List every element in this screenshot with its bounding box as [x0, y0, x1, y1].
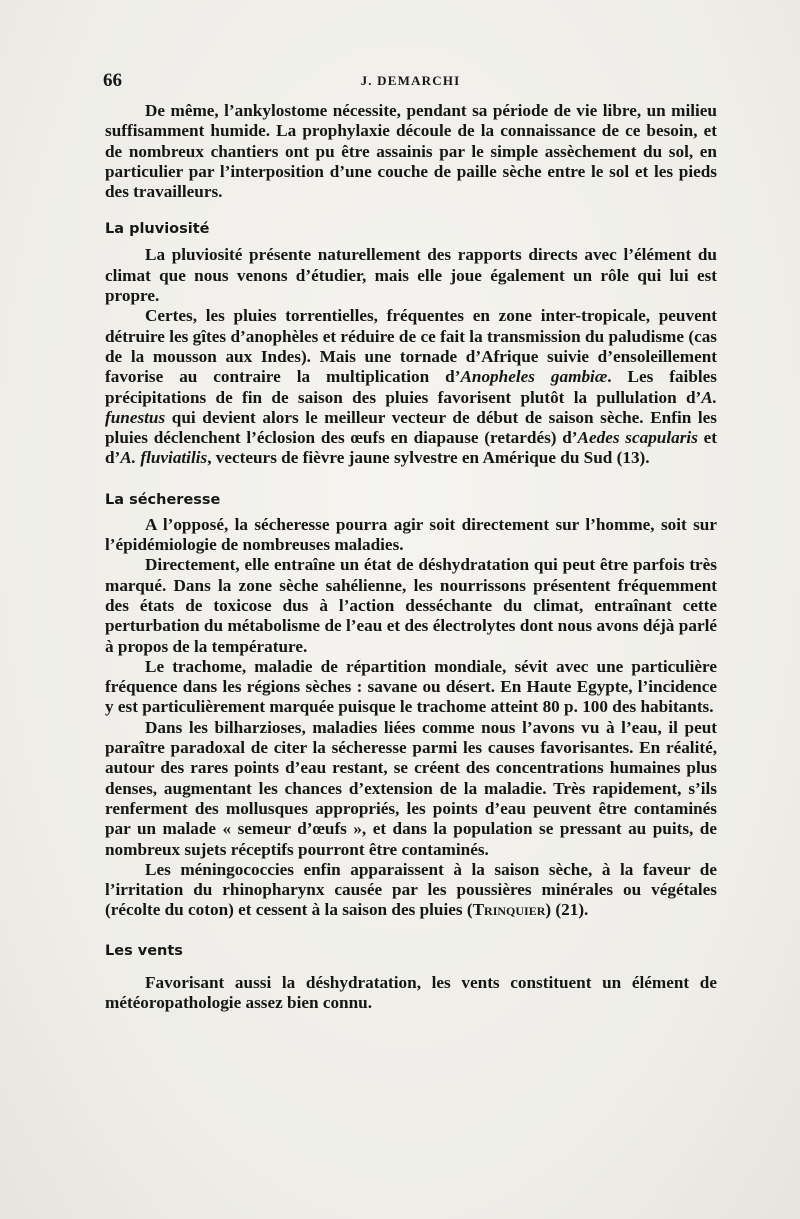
- text-run: , vecteurs de fièvre jaune sylvestre en Amérique du Sud (13).: [207, 448, 650, 468]
- heading-secheresse: La sécheresse: [105, 491, 221, 508]
- paragraph-secheresse-2: Directement, elle entraîne un état de déshydratation qui peut être parfois très marqué. Dans la zone sèche sahélienne, les nourrissons présentent fréquemment des états de toxicose dus à l’action desséchante du climat, entraînant cette perturbation du métabolisme de l’eau et des électrolytes dont nous avons déjà parlé à propos de la température.: [105, 555, 717, 656]
- paragraph-secheresse-3: Le trachome, maladie de répartition mondiale, sévit avec une particulière fréquence dans les régions sèches : savane ou désert. En Haute Egypte, l’incidence y est particulièrement marquée puisque le trachome atteint 80 p. 100 des habitants.: [105, 656, 717, 717]
- page-number: 66: [103, 70, 122, 91]
- species-name: Aedes scapularis: [577, 428, 698, 448]
- heading-vents: Les vents: [105, 942, 183, 959]
- text-run: . Les faibles précipitations de fin de saison des pluies favorisent plutôt la pullulation d’: [105, 367, 717, 407]
- heading-pluviosite: La pluviosité: [105, 221, 210, 238]
- paragraph-vents-1: Favorisant aussi la déshydratation, les vents constituent un élément de météoropathologie assez bien connu.: [105, 972, 717, 1012]
- running-head: J. DEMARCHI: [360, 73, 461, 88]
- author-name: Trinquier: [472, 900, 546, 920]
- page-body: [105, 101, 717, 1013]
- paragraph-secheresse-5: [105, 860, 717, 921]
- text-run: ) (21).: [545, 900, 589, 920]
- paragraph-secheresse-1: A l’opposé, la sécheresse pourra agir soit directement sur l’homme, soit sur l’épidémiologie de nombreuses maladies.: [105, 514, 717, 555]
- text-run: Les méningococcies enfin apparaissent à la saison sèche, à la faveur de l’irritation du rhinopharynx causée par les poussières minérales ou végétales (récolte du coton) et cessent à la saison des pluies (: [105, 859, 717, 920]
- species-name: A. fluviatilis: [120, 448, 208, 468]
- page-header: [103, 70, 718, 94]
- paragraph-pluviosite-1: La pluviosité présente naturellement des rapports directs avec l’élément du climat que nous venons d’étudier, mais elle joue également un rôle qui lui est propre.: [105, 245, 717, 306]
- text-run: Certes, les pluies torrentielles, fréquentes en zone inter-tropicale, peuvent détruire les gîtes d’anophèles et réduire de ce fait la transmission du paludisme (cas de la mousson aux Indes). Mais une tornade d’Afrique suivie d’ensoleillement favorise au contraire la multiplication d’: [105, 306, 717, 387]
- species-name: Anopheles gambiæ: [460, 367, 608, 387]
- paragraph-pluviosite-2: [105, 306, 717, 468]
- text-run: qui devient alors le meilleur vecteur de début de saison sèche. Enfin les pluies déclenchent l’éclosion des œufs en diapause (retardés) d’: [105, 407, 717, 448]
- paragraph-secheresse-4: Dans les bilharzioses, maladies liées comme nous l’avons vu à l’eau, il peut paraître paradoxal de citer la sécheresse parmi les causes favorisantes. En réalité, autour des rares points d’eau restant, se créent des concentrations humaines plus denses, augmentant les chances d’extension de la maladie. Très rapidement, s’ils renferment des mollusques appropriés, les points d’eau peuvent être contaminés par un malade « semeur d’œufs », et dans la population se pressant au puits, de nombreux sujets réceptifs pourront être contaminés.: [105, 717, 717, 859]
- paragraph-ankylostome: De même, l’ankylostome nécessite, pendant sa période de vie libre, un milieu suffisamment humide. La prophylaxie découle de la connaissance de ce besoin, et de nombreux chantiers ont pu être assainis par le simple assèchement du sol, en particulier par l’interposition d’une couche de paille sèche entre le sol et les pieds des travailleurs.: [105, 101, 717, 202]
- species-name: A. funestus: [105, 387, 717, 427]
- text-run: et d’: [105, 428, 717, 468]
